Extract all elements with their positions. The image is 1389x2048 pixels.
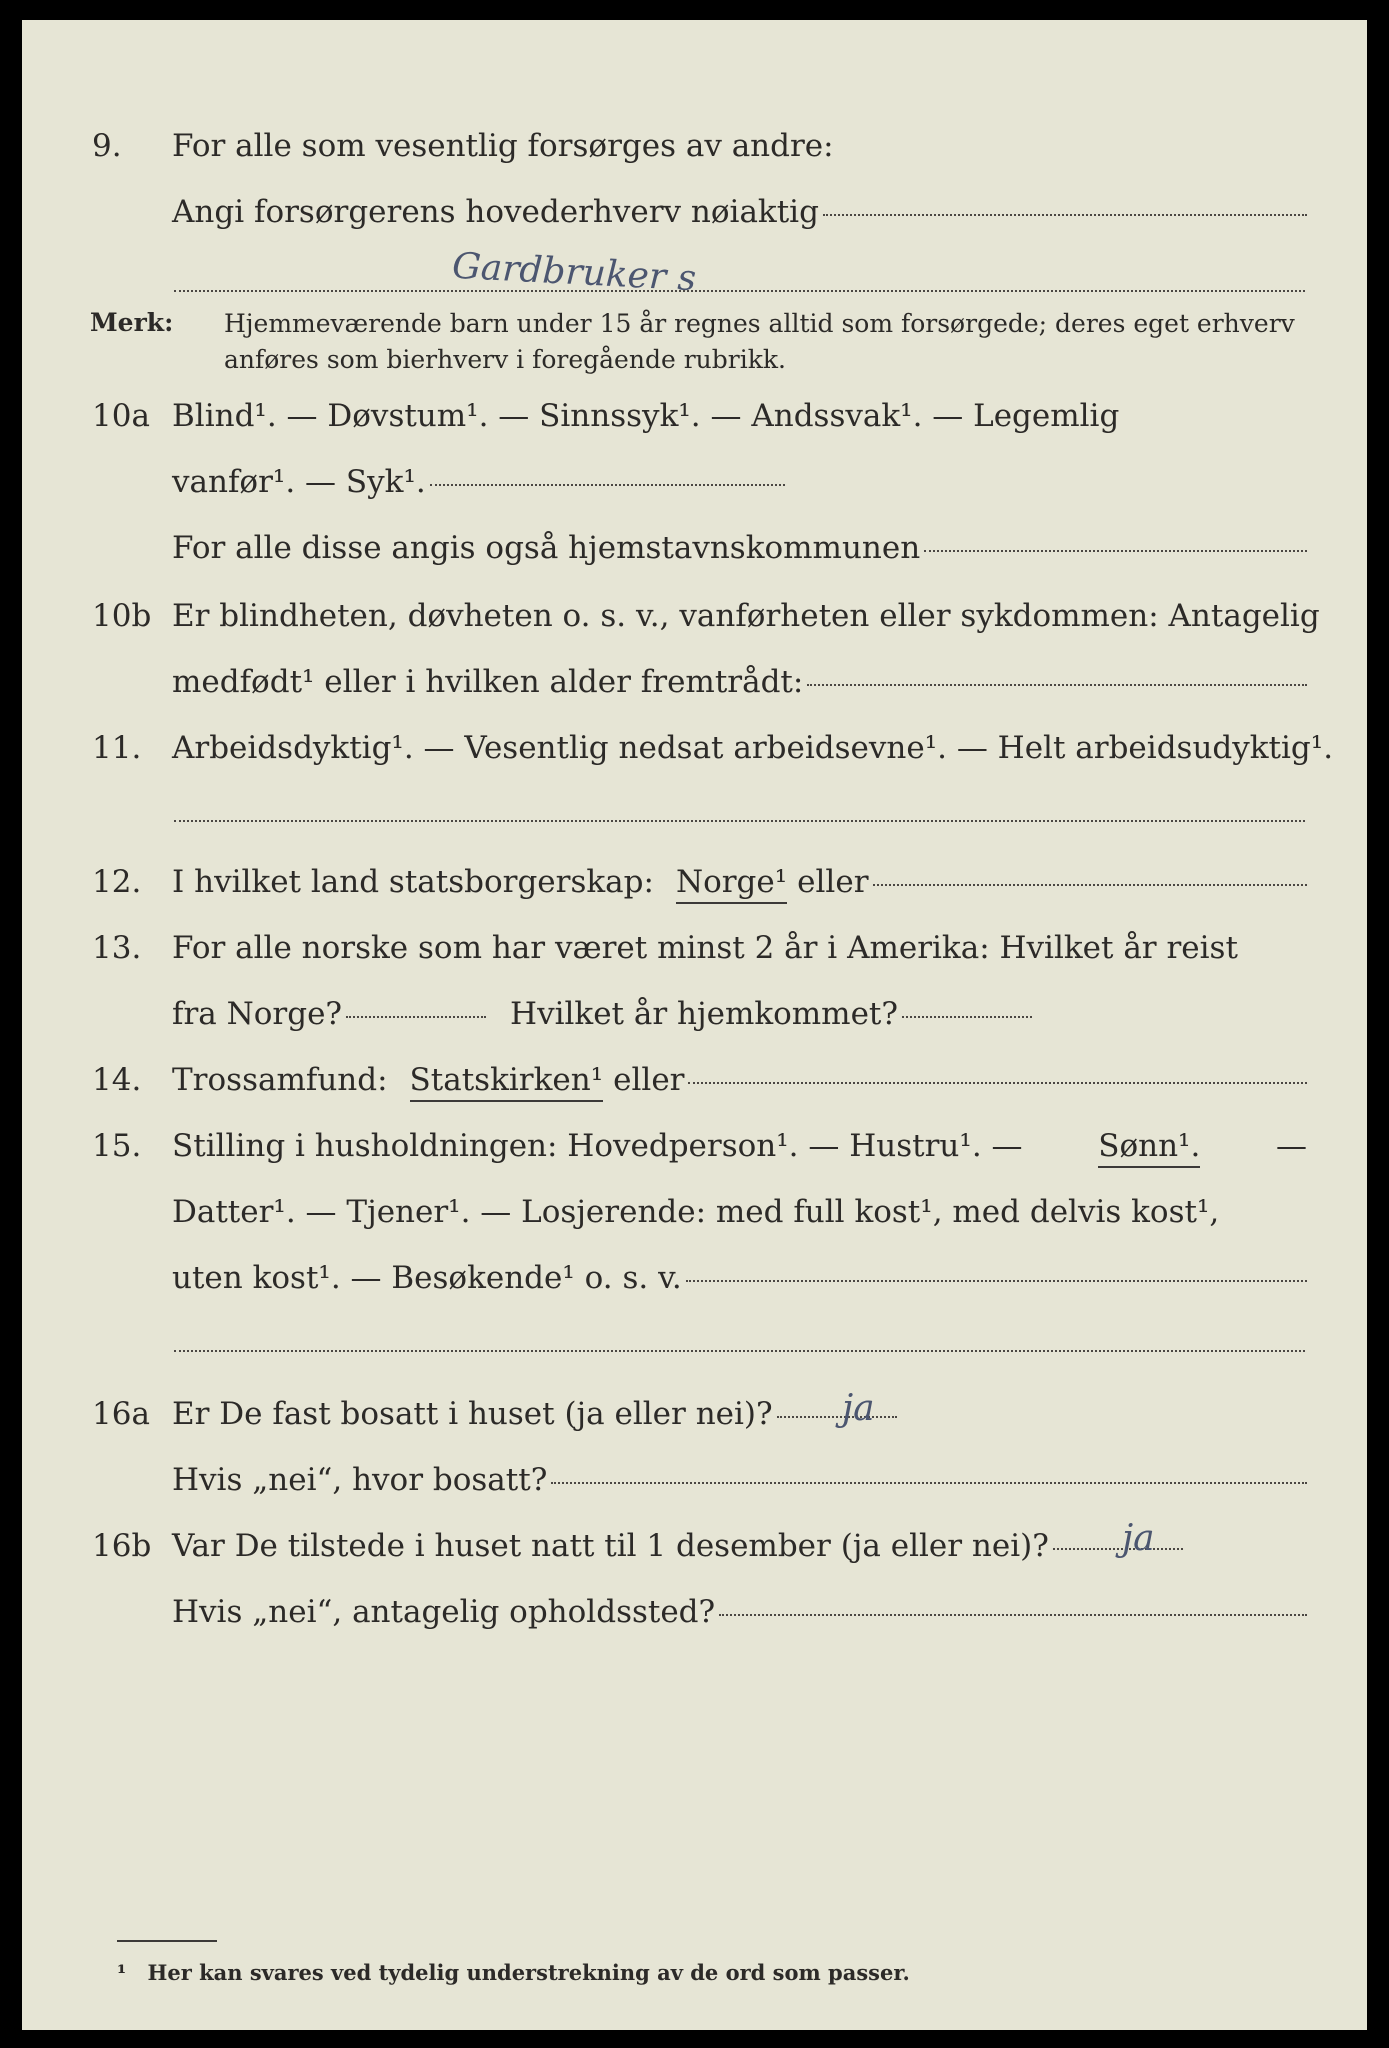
- q16b-row-1: [22, 1528, 1367, 1584]
- q15-row-1: [22, 1128, 1367, 1184]
- q10b-age-field[interactable]: [807, 684, 1307, 686]
- q12-country-field[interactable]: [873, 884, 1307, 886]
- q13-departure-prompt: fra Norge?: [172, 996, 343, 1032]
- q13-row-2: [22, 996, 1367, 1052]
- q16a-handwritten-answer: ja: [842, 1388, 875, 1429]
- merk-label: Merk:: [90, 308, 174, 337]
- q10a-row-1: [22, 398, 1367, 454]
- q15-number: 15.: [92, 1128, 142, 1164]
- q12-prompt: I hvilket land statsborgerskap:: [172, 864, 654, 900]
- q10a-options-cont: vanfør¹. — Syk¹.: [172, 464, 426, 500]
- q16b-location-field[interactable]: [719, 1614, 1307, 1616]
- q13-row-1: [22, 930, 1367, 986]
- q15-row-2: [22, 1194, 1367, 1250]
- q16b-answer-field[interactable]: [1053, 1548, 1183, 1550]
- q9-row-2: [22, 194, 1367, 250]
- q15-row-3: [22, 1260, 1367, 1316]
- q9-row-1: [22, 128, 1367, 184]
- q13-return-prompt: Hvilket år hjemkommet?: [510, 996, 899, 1032]
- q15-underlined-sonn: Sønn¹.: [1098, 1128, 1200, 1168]
- q12-underlined-norge: Norge¹: [676, 864, 787, 904]
- q13-return-field[interactable]: [902, 1016, 1032, 1018]
- q9-occupation-prompt: Angi forsørgerens hovederhverv nøiaktig: [172, 194, 819, 230]
- q10b-question: Er blindheten, døvheten o. s. v., vanførheten eller sykdommen: Antagelig: [172, 598, 1320, 634]
- footnote-rule: [117, 1940, 217, 1942]
- footnote-mark: ¹: [117, 1960, 127, 1985]
- q15-options-end: uten kost¹. — Besøkende¹ o. s. v.: [172, 1260, 682, 1296]
- q10b-question-cont: medfødt¹ eller i hvilken alder fremtrådt:: [172, 664, 804, 700]
- q16a-row-1: [22, 1396, 1367, 1452]
- q14-faith-field[interactable]: [688, 1082, 1307, 1084]
- footnote: [117, 1960, 910, 1985]
- q16b-location-prompt: Hvis „nei“, antagelig opholdssted?: [172, 1594, 716, 1630]
- q14-underlined-statskirken: Statskirken¹: [410, 1062, 604, 1102]
- q11-row: [22, 730, 1367, 786]
- q14-or: eller: [613, 1062, 685, 1098]
- q9-question: For alle som vesentlig forsørges av andre:: [172, 128, 834, 164]
- q10a-home-municipality-prompt: For alle disse angis også hjemstavnskommunen: [172, 530, 921, 566]
- q10a-home-municipality-field[interactable]: [924, 550, 1307, 552]
- q9-handwritten-answer: Gardbruker s: [451, 245, 698, 300]
- q10b-row-1: [22, 598, 1367, 654]
- q13-departure-field[interactable]: [346, 1016, 486, 1018]
- q9-number: 9.: [92, 128, 122, 164]
- q11-options: Arbeidsdyktig¹. — Vesentlig nedsat arbeidsevne¹. — Helt arbeidsudyktig¹.: [172, 730, 1334, 766]
- q16b-question: Var De tilstede i huset natt til 1 desember (ja eller nei)?: [172, 1528, 1049, 1564]
- q12-number: 12.: [92, 864, 142, 900]
- q16b-handwritten-answer: ja: [1122, 1518, 1155, 1559]
- q13-question: For alle norske som har været minst 2 år i Amerika: Hvilket år reist: [172, 930, 1238, 966]
- q10a-options: Blind¹. — Døvstum¹. — Sinnssyk¹. — Andssvak¹. — Legemlig: [172, 398, 1120, 434]
- q11-number: 11.: [92, 730, 142, 766]
- q13-number: 13.: [92, 930, 142, 966]
- q9-answer-line[interactable]: [174, 290, 1305, 292]
- q14-prompt: Trossamfund:: [172, 1062, 388, 1098]
- q15-options: Stilling i husholdningen: Hovedperson¹. — Hustru¹. —: [172, 1128, 1023, 1164]
- merk-note: Hjemmeværende barn under 15 år regnes alltid som forsørgede; deres eget erhverv anføres som bierhverv i foregående rubrikk.: [224, 309, 1295, 374]
- q16a-row-2: [22, 1462, 1367, 1518]
- q16a-residence-field[interactable]: [551, 1482, 1307, 1484]
- q10b-number: 10b: [92, 598, 152, 634]
- q14-row: [22, 1062, 1367, 1118]
- q10a-number: 10a: [92, 398, 150, 434]
- q10a-row-2: [22, 464, 1367, 520]
- q15-answer-line[interactable]: [174, 1350, 1305, 1352]
- q9-occupation-field[interactable]: [823, 214, 1307, 216]
- q11-answer-line[interactable]: [174, 820, 1305, 822]
- q14-number: 14.: [92, 1062, 142, 1098]
- q10b-row-2: [22, 664, 1367, 720]
- q10a-sick-field[interactable]: [430, 484, 785, 486]
- q12-row: [22, 864, 1367, 920]
- q15-position-field[interactable]: [686, 1280, 1307, 1282]
- q16a-residence-prompt: Hvis „nei“, hvor bosatt?: [172, 1462, 548, 1498]
- census-form-page: [22, 20, 1367, 2030]
- q16a-number: 16a: [92, 1396, 150, 1432]
- q16b-number: 16b: [92, 1528, 152, 1564]
- q16a-question: Er De fast bosatt i huset (ja eller nei)?: [172, 1396, 773, 1432]
- q10a-row-3: [22, 530, 1367, 586]
- footnote-text: Her kan svares ved tydelig understrekning av de ord som passer.: [147, 1960, 910, 1985]
- q12-or: eller: [797, 864, 869, 900]
- q15-options-cont: Datter¹. — Tjener¹. — Losjerende: med full kost¹, med delvis kost¹,: [172, 1194, 1220, 1230]
- q16a-answer-field[interactable]: [777, 1416, 897, 1418]
- q16b-row-2: [22, 1594, 1367, 1650]
- q15-dash: —: [1275, 1128, 1307, 1164]
